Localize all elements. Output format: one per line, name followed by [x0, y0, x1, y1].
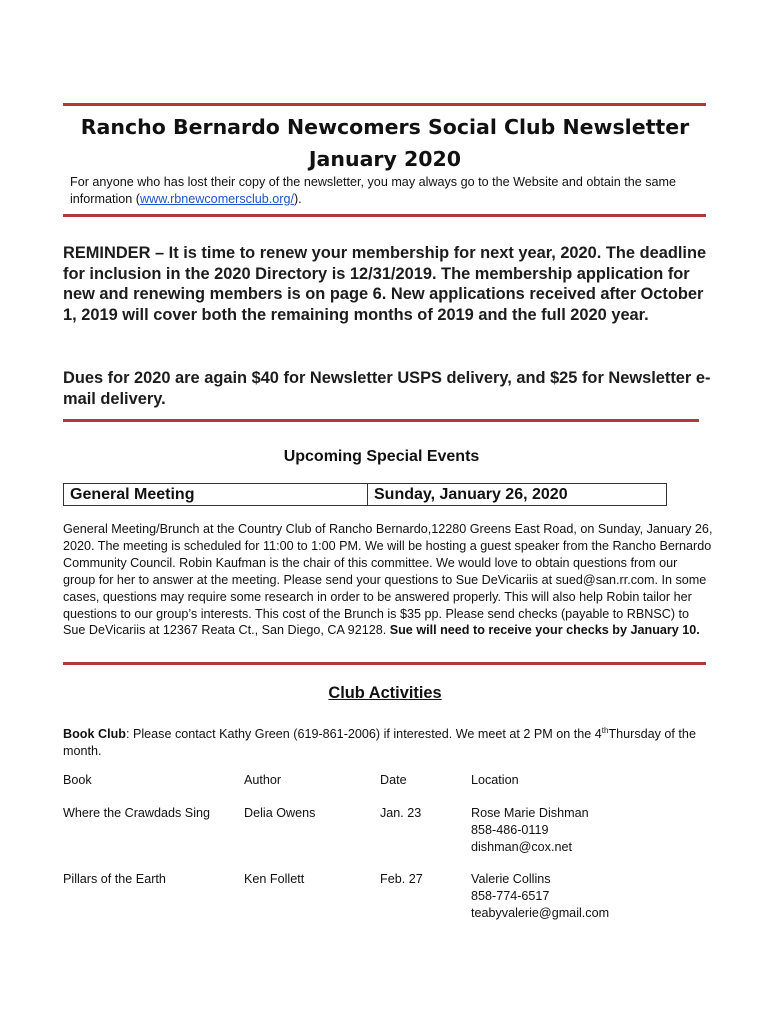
intro-end: ).: [293, 192, 302, 206]
meeting-description: [63, 521, 713, 639]
event-table: [63, 483, 667, 506]
newsletter-date: January 2020: [308, 147, 462, 171]
book-author: Delia Owens: [244, 806, 316, 820]
meeting-text: General Meeting/Brunch at the Country Club of Rancho Bernardo,12280 Greens East Road, on Sunday, January 26, 2020. The meeting is scheduled for 11:00 to 1:00 PM. We will be hosting a guest speaker from the Rancho Bernardo Community Council. Robin Kaufman is the chair of this committee. We would love to obtain questions from our group for her to answer at the meeting. Please send your questions to Sue DeVicariis at sued@san.rr.com. In some cases, questions may require some research in order to be answered properly. This will also help Robin tailor her questions to our group’s interests. This cost of the Brunch is $35 pp. Please send checks (payable to RBNSC) to Sue DeVicariis at 12367 Reata Ct., San Diego, CA 92128.: [63, 522, 713, 638]
events-divider: [63, 662, 706, 665]
website-link[interactable]: www.rbnewcomersclub.org/: [140, 192, 294, 206]
book-location: Valerie Collins: [471, 872, 551, 886]
intro-paragraph: [70, 174, 700, 208]
book-club-text: : Please contact Kathy Green (619-861-2006) if interested. We meet at 2 PM on the 4: [125, 727, 602, 742]
book-title: Where the Crawdads Sing: [63, 806, 210, 820]
location-email: dishman@cox.net: [471, 840, 572, 854]
club-activities-heading: Club Activities: [328, 684, 442, 702]
event-name: General Meeting: [64, 484, 368, 505]
book-club-label: Book Club: [63, 727, 126, 742]
book-club-end: Thursday of the month.: [63, 727, 696, 759]
newsletter-title: Rancho Bernardo Newcomers Social Club Newsletter: [80, 115, 690, 139]
membership-reminder: REMINDER – It is time to renew your membership for next year, 2020. The deadline for inclusion in the 2020 Directory is 12/31/2019. The membership application for new and renewing members is on page 6. New applications received after October 1, 2019 will cover both the remaining months of 2019 and the full 2020 year.: [63, 244, 707, 325]
book-club-paragraph: [63, 722, 713, 760]
intro-divider: [63, 214, 706, 217]
event-date: Sunday, January 26, 2020: [374, 486, 568, 503]
location-phone: 858-774-6517: [471, 889, 550, 903]
column-author: Author: [244, 773, 282, 787]
location-email: teabyvalerie@gmail.com: [471, 906, 610, 920]
column-date: Date: [380, 773, 407, 787]
book-author: Ken Follett: [244, 872, 305, 886]
top-divider: [63, 103, 706, 106]
meeting-deadline: Sue will need to receive your checks by January 10.: [389, 623, 700, 638]
events-heading: Upcoming Special Events: [283, 448, 480, 465]
book-date: Feb. 27: [380, 872, 423, 886]
column-location: Location: [471, 773, 519, 787]
book-date: Jan. 23: [380, 806, 422, 820]
book-club-superscript: th: [601, 726, 609, 735]
intro-text: For anyone who has lost their copy of the newsletter, you may always go to the Website and obtain the same information (: [70, 175, 677, 206]
column-book: Book: [63, 773, 92, 787]
location-phone: 858-486-0119: [471, 823, 549, 837]
book-title: Pillars of the Earth: [63, 872, 166, 886]
dues-notice: Dues for 2020 are again $40 for Newsletter USPS delivery, and $25 for Newsletter e-mail delivery.: [63, 369, 711, 408]
book-location: Rose Marie Dishman: [471, 806, 589, 820]
dues-divider: [63, 419, 699, 422]
